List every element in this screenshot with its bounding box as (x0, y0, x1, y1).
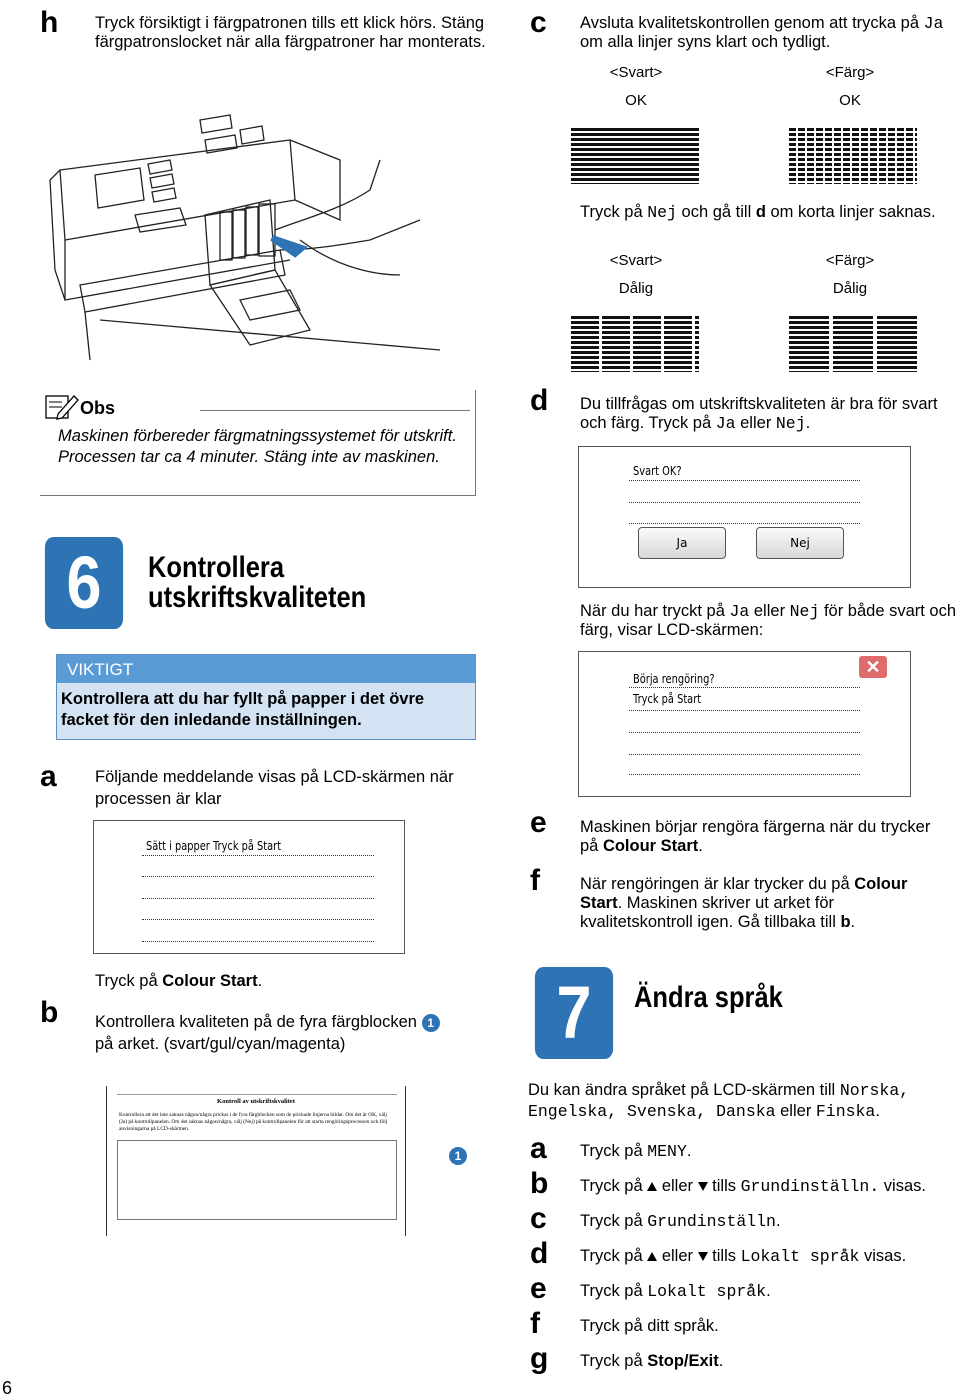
lcd-no-button[interactable]: Nej (756, 527, 844, 559)
lcd-row (142, 855, 374, 856)
step-e-text (580, 818, 950, 856)
lokalt-sprak-mono: Lokalt språk (647, 1282, 767, 1301)
viktigt-text: Kontrollera att du har fyllt på papper i det övre facket för den inledande inställningen. (61, 690, 425, 729)
step-d-text-post: . (805, 414, 811, 432)
s7-step-a-post: . (686, 1142, 692, 1160)
step-d-after-mid: eller (749, 602, 790, 620)
lcd-row (629, 502, 860, 503)
language-finska-mono: Finska (815, 1102, 876, 1121)
step-letter-b: b (40, 996, 59, 1029)
s7-step-d-pre: Tryck på (580, 1247, 648, 1265)
s7-step-c-text (580, 1212, 781, 1231)
step-letter-d: d (530, 384, 549, 417)
down-arrow-icon (698, 1182, 708, 1191)
s7-step-g-post: . (718, 1352, 724, 1370)
pattern-color-bad (789, 316, 917, 372)
section-6-title-line2: utskriftskvaliteten (148, 581, 367, 614)
sheet-block-area (117, 1140, 397, 1220)
section-7-intro-mid: eller (775, 1102, 816, 1120)
label-svart-1: <Svart> (609, 64, 663, 81)
step-c-text-post: om alla linjer syns klart och tydligt. (580, 33, 831, 51)
s7-step-c-pre: Tryck på (580, 1212, 648, 1230)
step-ref-d: d (755, 203, 766, 221)
step-c-text2-pre: Tryck på (580, 203, 648, 221)
viktigt-box (56, 654, 476, 740)
s7-step-a-text (580, 1142, 691, 1161)
step-d-text-mid: eller (735, 414, 776, 432)
s7-step-b-text (580, 1177, 926, 1196)
s7-step-e-text (580, 1282, 771, 1301)
s7-step-b-mid2: tills (707, 1177, 741, 1195)
step-b-line1 (95, 972, 262, 991)
step-d-text-pre: Du tillfrågas om utskriftskvaliteten är bra för svart och färg. Tryck på (580, 395, 938, 432)
lcd-row (142, 941, 374, 942)
step-b-line2 (95, 1013, 440, 1032)
page-number: 6 (1, 1378, 12, 1398)
step-letter-e: e (530, 806, 547, 839)
step-letter-a: a (40, 760, 57, 793)
obs-text: Maskinen förbereder färgmatningssystemet för utskrift. Processen tar ca 4 minuter. Stäng inte av maskinen. (58, 427, 457, 466)
step-a-text: Följande meddelande visas på LCD-skärmen när processen är klar (95, 768, 454, 808)
s7-step-a-pre: Tryck på (580, 1142, 648, 1160)
section-7-title: Ändra språk (634, 981, 783, 1014)
sheet-text: Kontrollera att det inte saknas någon/några prickar i de fyra färgblocken som de prickade linjerna bildar. Om det är OK, välj (Ja) på kontrollpanelen. Om det saknas någon/några, välj (Nej) på kontrollpanelen för att starta rengöringsprocessen och följ anvisningarna på LCD-skärmen. (119, 1112, 388, 1132)
sheet-title: Kontroll av utskriftskvalitet (217, 1098, 295, 1105)
s7-step-e-pre: Tryck på (580, 1282, 648, 1300)
label-bad-svart: Dålig (618, 280, 654, 297)
section-7-intro (528, 1080, 958, 1122)
quality-check-sheet (106, 1086, 406, 1236)
label-ok-svart: OK (625, 92, 647, 109)
s7-step-letter-e: e (530, 1272, 547, 1305)
s7-step-g-pre: Tryck på (580, 1352, 648, 1370)
step-b-line3: på arket. (svart/gul/cyan/magenta) (95, 1035, 346, 1053)
s7-step-b-mid1: eller (657, 1177, 698, 1195)
colour-start-key: Colour Start (580, 875, 908, 912)
step-b-line1-post: . (257, 972, 263, 990)
s7-step-letter-d: d (530, 1237, 549, 1270)
s7-step-d-mid2: tills (707, 1247, 741, 1265)
colour-start-key: Colour Start (162, 972, 258, 990)
lcd-row (629, 732, 860, 733)
printer-illustration (40, 100, 480, 370)
s7-step-b-post: visas. (879, 1177, 926, 1195)
lcd-row (629, 523, 860, 524)
step-letter-f: f (530, 864, 540, 897)
s7-step-g-text (580, 1352, 723, 1371)
step-letter-c: c (530, 6, 547, 39)
lcd-cleaning-line1: Börja rengöring? (633, 672, 715, 686)
step-c-text2 (580, 203, 950, 222)
lcd-row (629, 480, 860, 481)
step-b-line1-pre: Tryck på (95, 972, 163, 990)
down-arrow-icon (698, 1252, 708, 1261)
lcd-screen-cleaning (578, 651, 911, 797)
lcd-close-icon[interactable]: ✕ (859, 656, 887, 678)
section-7-intro-post: . (875, 1102, 880, 1120)
stop-exit-key: Stop/Exit (647, 1352, 719, 1370)
s7-step-letter-c: c (530, 1202, 547, 1235)
step-h-text: Tryck försiktigt i färgpatronen tills ett klick hörs. Stäng färgpatronslocket när alla färgpatroner har monterats. (95, 14, 486, 51)
up-arrow-icon (647, 1252, 657, 1261)
step-b-line2-text: Kontrollera kvaliteten på de fyra färgblocken (95, 1013, 417, 1031)
nej-mono: Nej (647, 203, 677, 222)
ja-mono: Ja (729, 602, 750, 621)
pattern-black-bad (571, 316, 699, 372)
s7-step-d-post: visas. (859, 1247, 907, 1265)
step-f-text-post2: . (850, 913, 856, 931)
section-number-6: 6 (45, 537, 123, 629)
lcd-row (142, 898, 374, 899)
step-d-after-text (580, 602, 960, 640)
step-c-text (580, 14, 950, 52)
ja-mono: Ja (715, 414, 736, 433)
lcd-yes-button[interactable]: Ja (638, 527, 726, 559)
s7-step-b-pre: Tryck på (580, 1177, 648, 1195)
s7-step-d-text (580, 1247, 906, 1266)
step-letter-h: h (40, 6, 59, 39)
step-d-text (580, 395, 950, 433)
language-list-mono: Norska, Engelska, Svenska, Danska (528, 1081, 910, 1121)
s7-step-letter-a: a (530, 1132, 547, 1165)
lcd-row (629, 687, 860, 688)
nej-mono: Nej (789, 602, 820, 621)
step-c-text2-mid: och gå till (676, 203, 756, 221)
obs-note-box (40, 390, 476, 496)
s7-step-f-text: Tryck på ditt språk. (580, 1317, 719, 1335)
lcd-row (629, 754, 860, 755)
step-d-after-pre: När du har tryckt på (580, 602, 730, 620)
label-bad-farg: Dålig (832, 280, 868, 297)
lcd-row (629, 710, 860, 711)
s7-step-d-mid1: eller (657, 1247, 698, 1265)
obs-title: Obs (80, 398, 116, 418)
section-7-intro-pre: Du kan ändra språket på LCD-skärmen till (528, 1081, 840, 1099)
lcd-row (142, 876, 374, 877)
lcd-cleaning-line2: Tryck på Start (633, 692, 702, 706)
step-f-text-pre: När rengöringen är klar trycker du på (580, 875, 855, 893)
callout-1: 1 (422, 1014, 440, 1032)
s7-step-letter-f: f (530, 1307, 540, 1340)
step-f-text-post: . Maskinen skriver ut arket för kvalitetskontroll igen. Gå tillbaka till (580, 894, 841, 931)
step-e-text-pre: Maskinen börjar rengöra färgerna när du trycker på (580, 818, 931, 855)
label-farg-2: <Färg> (825, 252, 875, 269)
sheet-top-rule (117, 1094, 397, 1095)
lcd-row (629, 774, 860, 775)
lcd-screen-svart-ok (578, 446, 911, 588)
ja-mono: Ja (923, 14, 944, 33)
up-arrow-icon (647, 1182, 657, 1191)
lcd-paper-message: Sätt i papper Tryck på Start (146, 839, 282, 853)
colour-start-key: Colour Start (602, 837, 699, 855)
s7-step-letter-b: b (530, 1167, 549, 1200)
step-c-text2-post: om korta linjer saknas. (765, 203, 936, 221)
pattern-color-ok (789, 128, 917, 184)
grundinstalln-mono: Grundinställn (647, 1212, 776, 1231)
lcd-screen-paper (93, 820, 405, 954)
s7-step-letter-g: g (530, 1342, 549, 1375)
s7-step-e-post: . (766, 1282, 771, 1300)
s7-step-c-post: . (775, 1212, 781, 1230)
label-farg-1: <Färg> (825, 64, 875, 81)
lokalt-sprak-mono: Lokalt språk (740, 1247, 860, 1266)
step-c-text-pre: Avsluta kvalitetskontrollen genom att trycka på (580, 14, 924, 32)
step-d-after-post: för både svart och färg, visar LCD-skärmen: (580, 602, 957, 639)
section-6-title-line1: Kontrollera (148, 551, 285, 584)
step-ref-b: b (840, 913, 851, 931)
label-ok-farg: OK (839, 92, 861, 109)
lcd-svart-ok-title: Svart OK? (633, 464, 682, 478)
callout-1-sheet: 1 (449, 1147, 467, 1165)
step-f-text (580, 875, 950, 932)
sheet-callout-1 (449, 1146, 467, 1166)
label-svart-2: <Svart> (609, 252, 663, 269)
note-pencil-icon (44, 392, 80, 422)
grundinstalln-mono: Grundinställn. (740, 1177, 880, 1196)
section-number-7: 7 (535, 967, 613, 1059)
menu-key-mono: MENY (647, 1142, 687, 1161)
pattern-black-ok (571, 128, 699, 184)
viktigt-title: VIKTIGT (67, 660, 134, 679)
step-e-text-post: . (698, 837, 703, 855)
nej-mono: Nej (775, 414, 806, 433)
obs-divider (200, 410, 470, 411)
lcd-row (142, 919, 374, 920)
